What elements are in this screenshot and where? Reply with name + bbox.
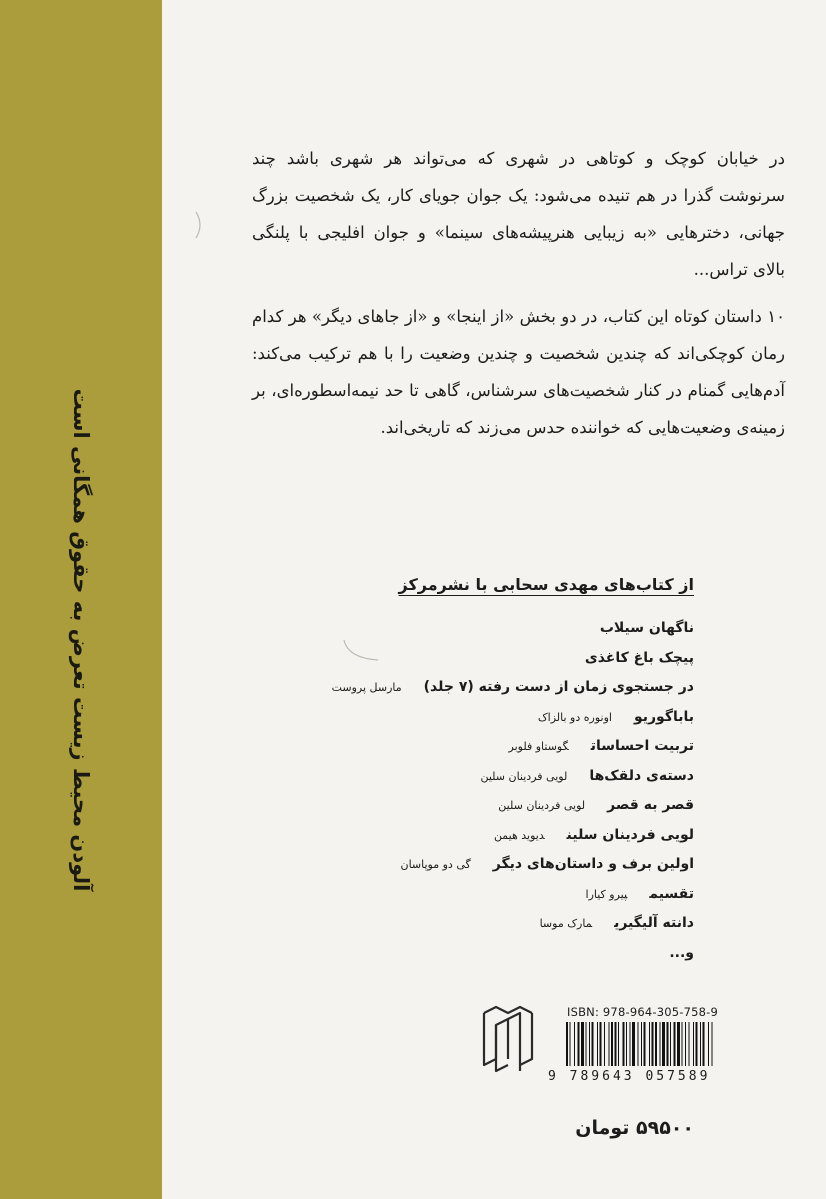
book-title: باباگوریو [633,708,694,725]
list-item [234,819,694,849]
book-title: در جستجوی زمان از دست رفته (۷ جلد) [423,679,694,695]
book-title: ناگهان سیلاب [599,620,694,636]
book-author: پیرو کیارا [585,887,628,901]
book-title: قصر به قصر [607,797,694,813]
book-title: تقسیم [649,885,694,902]
book-author: اونوره دو بالزاک [537,710,612,724]
blurb [252,140,785,456]
blurb-paragraph-2: ۱۰ داستان کوتاه این کتاب، در دو بخش «از اینجا» و «از جاهای دیگر» هر کدام رمان کوچکی‌اند که چندین شخصیت و چندین وضعیت را با هم ترکیب می‌کند: آدم‌هایی گمنام در کنار شخصیت‌های سرشناس، گاهی تا حد نیمه‌اسطوره‌ای، بر زمینه‌ی وضعیت‌هایی که خواننده حدس می‌زند که تاریخی‌اند. [252,307,785,437]
book-title: تربیت احساسات [590,738,694,754]
book-title: و... [669,944,694,961]
book-title: دسته‌ی دلقک‌ها [589,767,694,784]
list-item [234,937,694,967]
book-author: گی دو موپاسان [400,858,471,871]
list-item [234,848,694,878]
list-item [234,701,694,731]
book-author: مارک موسا [539,917,593,930]
spine-slogan: آلودن محیط زیست تعرض به حقوق همگانی است [69,388,93,892]
crease-mark-icon [194,210,206,240]
barcode-icon [564,1022,804,1066]
list-item [234,760,694,790]
list-item [234,789,694,819]
book-author: دیوید هیمن [493,828,545,842]
list-item [234,878,694,908]
book-author: لویی فردینان سلین [480,769,568,783]
books-list-title: از کتاب‌های مهدی سحابی با نشرمرکز [398,575,694,594]
publisher-logo-icon [478,1003,538,1075]
list-item [234,730,694,760]
book-author: مارسل پروست [331,681,402,694]
list-item [234,671,694,701]
back-cover [162,0,826,1199]
spine-band [0,0,162,1199]
books-list [234,612,694,966]
book-title: لویی فردینان سلین [566,826,694,843]
list-item [234,907,694,937]
price: ۵۹۵۰۰ تومان [575,1117,694,1139]
isbn-label: ISBN: 978-964-305-758-9 [567,1005,719,1019]
barcode-digits: 9 789643 057589 [548,1069,711,1084]
book-title: پیچک باغ کاغذی [584,649,694,666]
book-title: دانته آلیگیری [614,915,694,931]
book-author: لویی فردینان سلین [498,799,586,812]
list-item [234,642,694,672]
book-author: گوستاو فلوبر [508,740,569,753]
book-title: اولین برف و داستان‌های دیگر [492,856,694,872]
blurb-paragraph-1: در خیابان کوچک و کوتاهی در شهری که می‌تواند هر شهری باشد چند سرنوشت گذرا در هم تنیده می‌شود: یک جوان جویای کار، یک شخصیت بزرگ جهانی، دخترهایی «به زیبایی هنرپیشه‌های سینما» و جوان افلیجی با پلنگی بالای تراس... [252,149,785,279]
list-item [234,612,694,642]
